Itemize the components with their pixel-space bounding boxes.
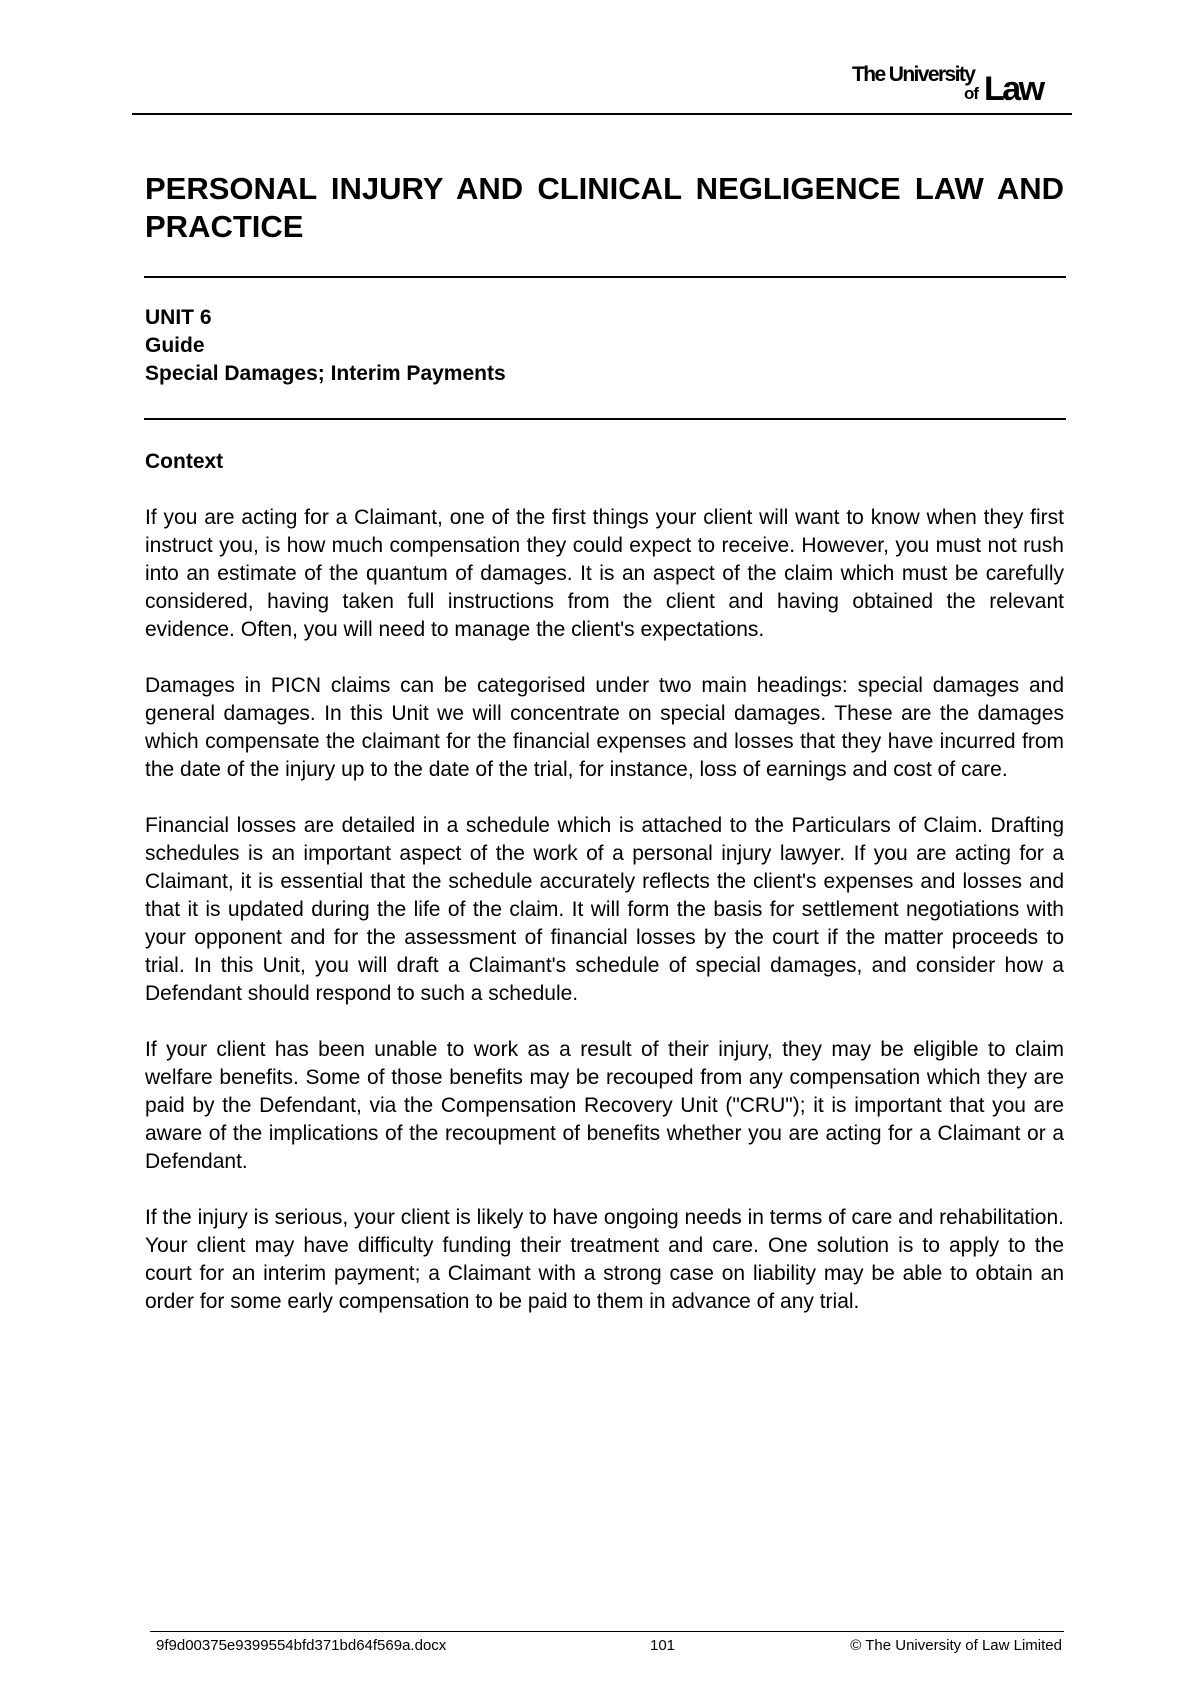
footer-copyright: © The University of Law Limited [850,1637,1062,1654]
footer-filename: 9f9d00375e9399554bfd371bd64f569a.docx [156,1637,447,1654]
logo-text-of: of [964,84,979,103]
context-paragraph: Financial losses are detailed in a schedule which is attached to the Particulars of Claim. Drafting schedules is an important aspect of the work of a personal injury lawyer. If you are acting for a Claimant, it is essential that the schedule accurately reflects the client's expenses and losses and that it is updated during the life of the claim. It will form the basis for settlement negotiations with your opponent and for the assessment of financial losses by the court if the matter proceeds to trial. In this Unit, you will draft a Claimant's schedule of special damages, and consider how a Defendant should respond to such a schedule. [145,814,1064,1005]
page-footer [156,1636,1062,1658]
unit-type: Guide [145,334,205,357]
context-paragraph: If you are acting for a Claimant, one of the first things your client will want to know when they first instruct you, is how much compensation they could expect to receive. However, you must not rush into an estimate of the quantum of damages. It is an aspect of the claim which must be carefully considered, having taken full instructions from the client and having obtained the relevant evidence. Often, you will need to manage the client's expectations. [145,506,1064,641]
document-title: PERSONAL INJURY AND CLINICAL NEGLIGENCE LAW AND PRACTICE [145,171,1064,244]
header-divider [132,113,1072,115]
title-divider [144,276,1066,278]
context-heading: Context [145,450,224,473]
footer-page-number: 101 [650,1637,676,1654]
logo-text-the-university: The University [852,63,975,86]
footer-divider [150,1631,1064,1632]
university-of-law-logo [852,64,1062,108]
unit-divider [144,418,1066,420]
unit-block [145,304,1064,388]
context-body [145,504,1064,1344]
unit-topic: Special Damages; Interim Payments [145,362,506,385]
context-paragraph: If your client has been unable to work as a result of their injury, they may be eligible to claim welfare benefits. Some of those benefits may be recouped from any compensation which they are paid by the Defendant, via the Compensation Recovery Unit ("CRU"); it is important that you are aware of the implications of the recoupment of benefits whether you are acting for a Claimant or a Defendant. [145,1038,1064,1173]
unit-number: UNIT 6 [145,306,212,329]
logo-text-law: Law [984,70,1043,108]
context-paragraph: If the injury is serious, your client is likely to have ongoing needs in terms of care and rehabilitation. Your client may have difficulty funding their treatment and care. One solution is to apply to the court for an interim payment; a Claimant with a strong case on liability may be able to obtain an order for some early compensation to be paid to them in advance of any trial. [145,1206,1064,1313]
context-paragraph: Damages in PICN claims can be categorised under two main headings: special damages and general damages. In this Unit we will concentrate on special damages. These are the damages which compensate the claimant for the financial expenses and losses that they have incurred from the date of the injury up to the date of the trial, for instance, loss of earnings and cost of care. [145,674,1064,781]
